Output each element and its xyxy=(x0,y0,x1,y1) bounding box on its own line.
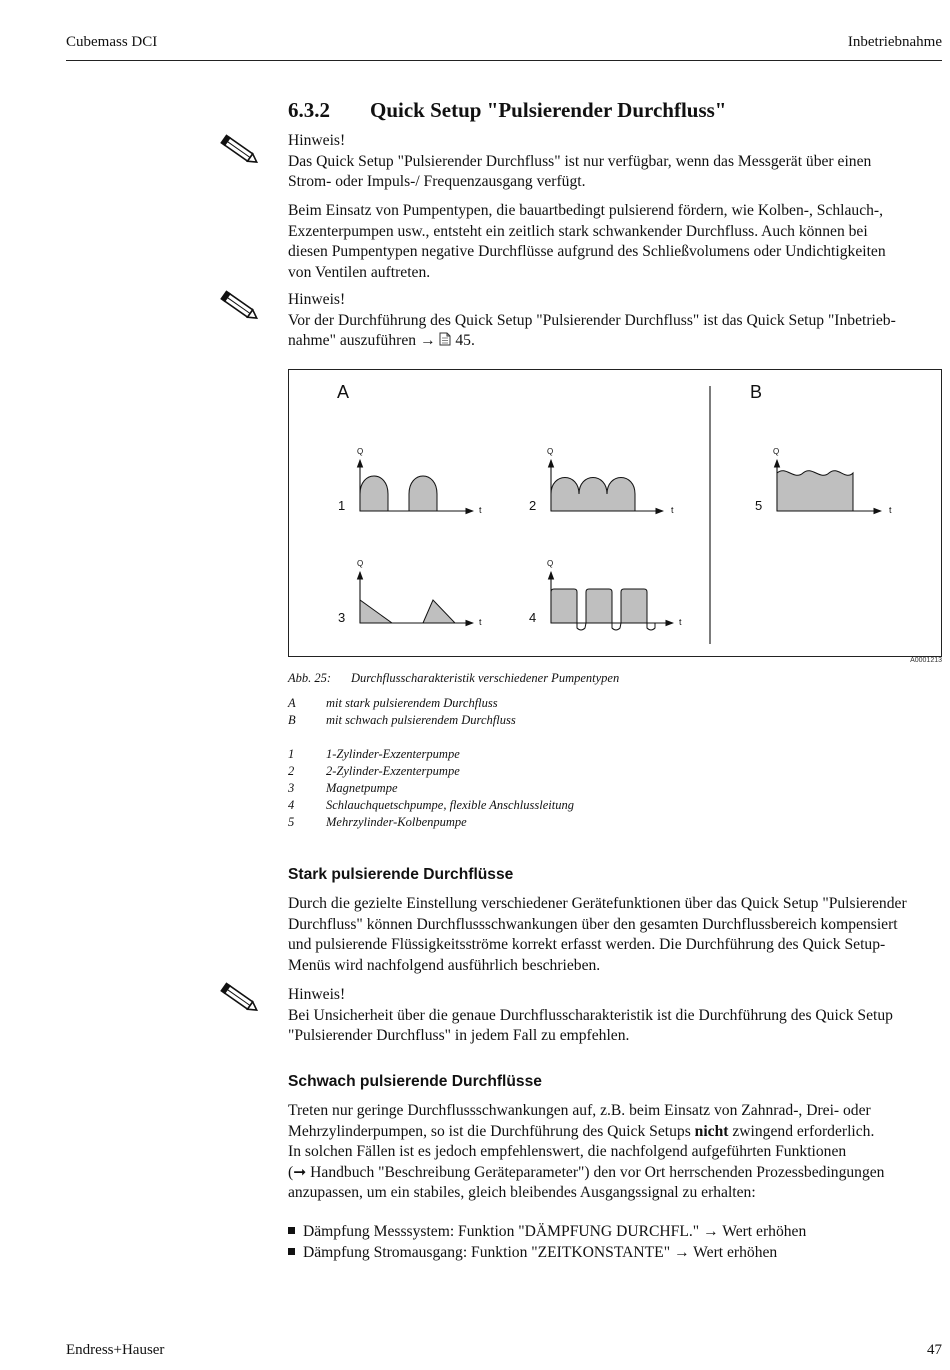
axis-q-label: Q xyxy=(547,447,554,456)
legend-item xyxy=(288,815,788,830)
paragraph-line: von Ventilen auftreten. xyxy=(288,263,431,281)
paragraph-line: und pulsierende Flüssigkeitsströme korrekt erfasst werden. Die Durchführung des Quick Setup- xyxy=(288,936,886,954)
legend-key: 2 xyxy=(288,764,295,778)
plot-number: 4 xyxy=(529,610,537,625)
plot-5 xyxy=(755,447,892,515)
header-rule xyxy=(66,60,942,61)
paragraph-line: Menüs wird nachfolgend ausführlich beschrieben. xyxy=(288,956,601,974)
axis-q-label: Q xyxy=(547,559,554,568)
page-reference-icon xyxy=(439,332,451,346)
paragraph-line: Beim Einsatz von Pumpentypen, die bauartbedingt pulsierend fördern, wie Kolben-, Schlauch-, xyxy=(288,202,884,219)
legend-item xyxy=(288,781,788,796)
legend-text: Magnetpumpe xyxy=(326,781,398,795)
plot-2 xyxy=(529,447,674,515)
note-title: Hinweis! xyxy=(288,986,346,1003)
pencil-note-icon xyxy=(220,290,260,324)
footer-company: Endress+Hauser xyxy=(66,1342,165,1358)
figure-caption xyxy=(288,671,619,686)
legend-text: 1-Zylinder-Exzenterpumpe xyxy=(326,747,460,761)
arrow-right-icon: → xyxy=(419,332,436,350)
note-text-part: nahme" auszuführen xyxy=(288,332,417,350)
legend-text: mit stark pulsierendem Durchfluss xyxy=(326,696,498,710)
legend-key: 5 xyxy=(288,815,295,829)
plot-number: 2 xyxy=(529,498,537,513)
note-1 xyxy=(288,131,942,193)
plot-number: 1 xyxy=(338,498,346,513)
figure-drawing xyxy=(289,370,941,656)
figure-label-a: A xyxy=(337,382,350,402)
figure-label-b: B xyxy=(750,382,763,402)
legend-item xyxy=(288,747,788,762)
plot-1 xyxy=(338,447,482,515)
legend-text: Schlauchquetschpumpe, flexible Anschlussleitung xyxy=(326,798,574,812)
note-text: Strom- oder Impuls-/ Frequenzausgang verfügt. xyxy=(288,173,586,191)
bullet-square-icon xyxy=(288,1248,295,1255)
paragraph-line: (➞ Handbuch "Beschreibung Geräteparameter") den vor Ort herrschenden Prozessbedingungen xyxy=(288,1163,885,1181)
text-part: Mehrzylinderpumpen, so ist die Durchführung des Quick Setups xyxy=(288,1122,695,1140)
legend-text: mit schwach pulsierendem Durchfluss xyxy=(326,713,516,727)
text-part: zwingend erforderlich. xyxy=(728,1122,875,1140)
footer-page-number: 47 xyxy=(927,1342,942,1358)
legend-text: Mehrzylinder-Kolbenpumpe xyxy=(326,815,467,829)
section-number: 6.3.2 xyxy=(288,98,330,122)
subheading-strong-pulsating: Stark pulsierende Durchflüsse xyxy=(288,866,514,883)
note-2 xyxy=(288,290,942,352)
legend-item xyxy=(288,764,788,779)
pencil-note-icon xyxy=(220,982,260,1016)
section-title xyxy=(288,98,726,123)
legend-item xyxy=(288,713,788,728)
axis-q-label: Q xyxy=(773,447,780,456)
legend-key: 4 xyxy=(288,798,295,812)
note-text xyxy=(288,331,942,352)
axis-t-label: t xyxy=(671,505,674,515)
paragraph-line: In solchen Fällen ist es jedoch empfehlenswert, die nachfolgend aufgeführten Funktionen xyxy=(288,1143,847,1161)
note-text: "Pulsierender Durchfluss" in jedem Fall zu empfehlen. xyxy=(288,1027,630,1045)
bullet-item xyxy=(288,1244,777,1262)
section-title-text: Quick Setup "Pulsierender Durchfluss" xyxy=(370,98,727,122)
paragraph-line: anzupassen, um ein stabiles, gleich bleibendes Ausgangssignal zu erhalten: xyxy=(288,1184,756,1202)
emphasis-text: nicht xyxy=(694,1122,729,1140)
legend-key: 3 xyxy=(288,781,295,795)
plot-number: 3 xyxy=(338,610,346,625)
pencil-note-icon xyxy=(220,134,260,168)
plot-4 xyxy=(529,559,682,630)
paragraph-weak-pulsating xyxy=(288,1101,942,1204)
note-title: Hinweis! xyxy=(288,132,346,149)
paragraph-pump-types xyxy=(288,201,942,283)
bullet-item xyxy=(288,1223,806,1241)
paragraph-strong-pulsating xyxy=(288,894,942,976)
legend-key: B xyxy=(288,713,296,727)
figure-pump-characteristics xyxy=(288,369,942,657)
bullet-square-icon xyxy=(288,1227,295,1234)
legend-key: 1 xyxy=(288,747,295,761)
note-3 xyxy=(288,985,942,1047)
axis-t-label: t xyxy=(889,505,892,515)
header-left: Cubemass DCI xyxy=(66,34,158,50)
paragraph-line: Treten nur geringe Durchflussschwankungen auf, z.B. beim Einsatz von Zahnrad-, Drei- oder xyxy=(288,1102,871,1119)
subheading-weak-pulsating: Schwach pulsierende Durchflüsse xyxy=(288,1073,542,1090)
bullet-text: Dämpfung Stromausgang: Funktion "ZEITKONSTANTE" → Wert erhöhen xyxy=(303,1244,778,1261)
caption-prefix: Abb. 25: xyxy=(288,671,332,685)
note-text: Bei Unsicherheit über die genaue Durchflusscharakteristik ist die Durchführung des Quick Setup xyxy=(288,1006,893,1024)
paragraph-line: Exzenterpumpen usw., entsteht ein zeitlich stark schwankender Durchfluss. Auch können bei xyxy=(288,222,868,240)
page-reference: 45. xyxy=(455,332,475,350)
note-text: Vor der Durchführung des Quick Setup "Pulsierender Durchfluss" ist das Quick Setup "Inbetrieb- xyxy=(288,311,896,329)
axis-t-label: t xyxy=(479,617,482,627)
paragraph-line: Durch die gezielte Einstellung verschiedener Gerätefunktionen über das Quick Setup "Pulsierender xyxy=(288,895,907,912)
paragraph-line: diesen Pumpentypen negative Durchflüsse aufgrund des Schließvolumens oder Undichtigkeiten xyxy=(288,243,886,261)
axis-t-label: t xyxy=(679,617,682,627)
header-right: Inbetriebnahme xyxy=(847,34,942,50)
axis-t-label: t xyxy=(479,505,482,515)
paragraph-line xyxy=(288,1122,942,1143)
bullet-text: Dämpfung Messsystem: Funktion "DÄMPFUNG DURCHFL." → Wert erhöhen xyxy=(303,1223,807,1240)
axis-q-label: Q xyxy=(357,559,364,568)
legend-item xyxy=(288,696,788,711)
paragraph-line: Durchfluss" können Durchflussschwankungen über den gesamten Durchflussbereich kompensiert xyxy=(288,915,898,933)
plot-number: 5 xyxy=(755,498,763,513)
caption-text: Durchflusscharakteristik verschiedener Pumpentypen xyxy=(351,671,620,685)
note-title: Hinweis! xyxy=(288,291,346,308)
axis-q-label: Q xyxy=(357,447,364,456)
plot-3 xyxy=(338,559,482,627)
legend-key: A xyxy=(288,696,296,710)
legend-text: 2-Zylinder-Exzenterpumpe xyxy=(326,764,460,778)
note-text: Das Quick Setup "Pulsierender Durchfluss" ist nur verfügbar, wenn das Messgerät über einen xyxy=(288,152,872,170)
legend-item xyxy=(288,798,788,813)
figure-code: A0001213 xyxy=(910,657,942,664)
